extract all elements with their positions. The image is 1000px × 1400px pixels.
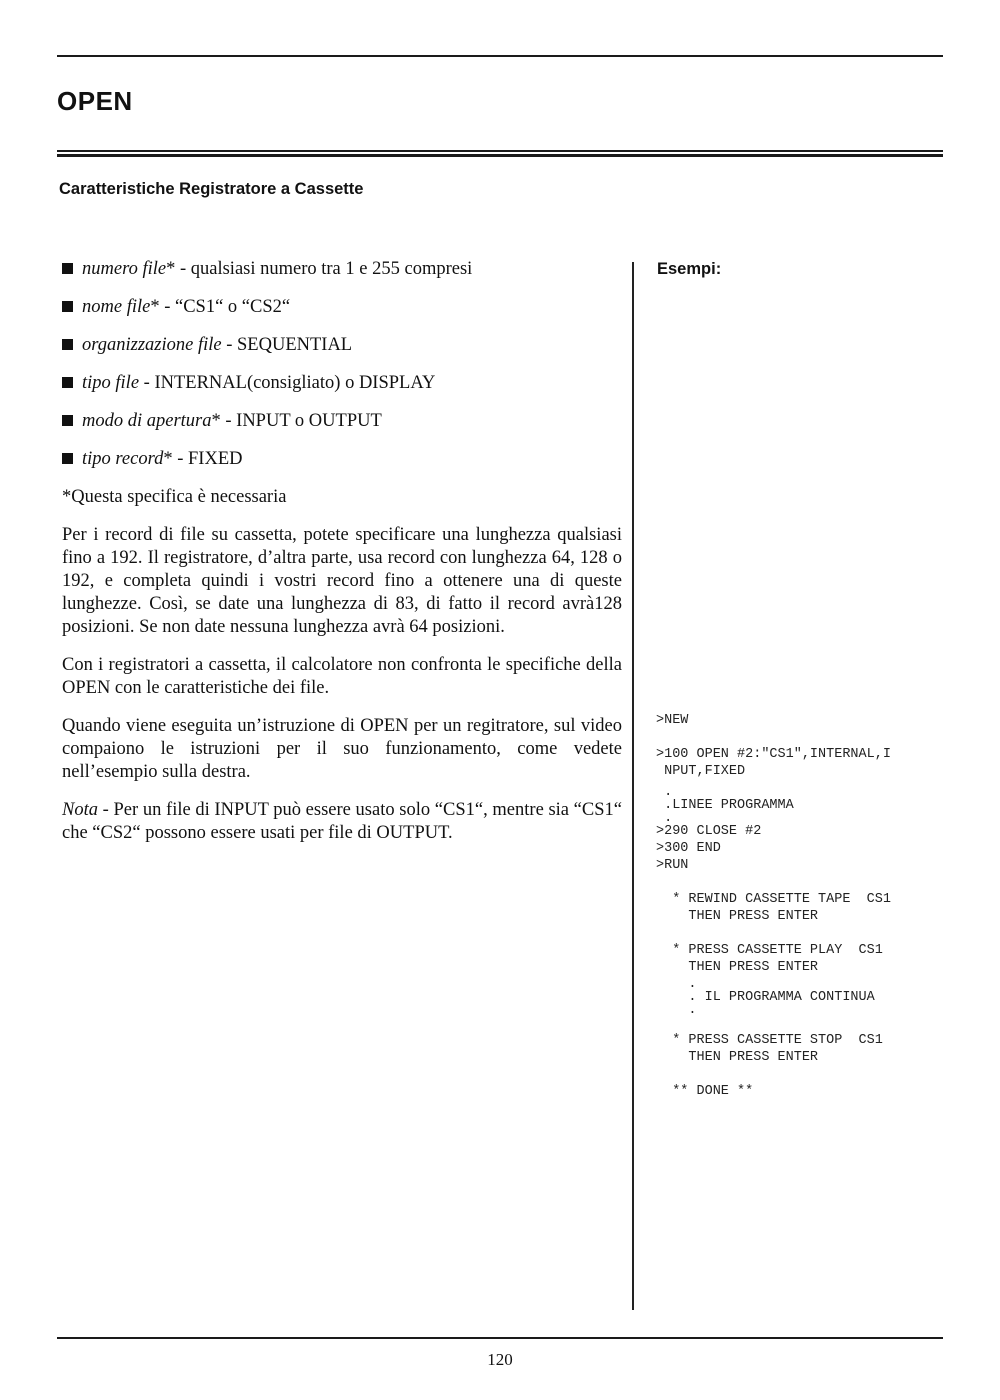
spec-term: nome file xyxy=(82,297,151,317)
bullet-square-icon xyxy=(62,339,73,350)
spec-item xyxy=(62,296,622,319)
column-divider xyxy=(632,262,634,1310)
section-heading: Caratteristiche Registratore a Cassette xyxy=(59,180,364,198)
code-line: . xyxy=(656,785,673,800)
spec-description: * - INPUT o OUTPUT xyxy=(211,411,382,431)
spec-description: - SEQUENTIAL xyxy=(221,335,353,355)
spec-item xyxy=(62,448,622,471)
code-line: * REWIND CASSETTE TAPE CS1 xyxy=(656,892,891,907)
code-spacer xyxy=(656,874,891,891)
code-line: >RUN xyxy=(656,858,689,873)
code-line: * PRESS CASSETTE PLAY CS1 xyxy=(656,943,883,958)
note-paragraph xyxy=(62,799,622,845)
code-line: >290 CLOSE #2 xyxy=(656,824,762,839)
spec-term: numero file xyxy=(82,259,167,279)
spec-description: - INTERNAL(consigliato) o DISPLAY xyxy=(139,373,436,393)
code-line: ** DONE ** xyxy=(656,1084,754,1099)
code-line: NPUT,FIXED xyxy=(656,764,746,779)
spec-term: organizzazione file xyxy=(82,335,222,355)
code-example xyxy=(656,712,891,1100)
spec-item xyxy=(62,372,622,395)
bullet-square-icon xyxy=(62,415,73,426)
code-line: THEN PRESS ENTER xyxy=(656,1050,819,1065)
spec-term: tipo file xyxy=(82,373,140,393)
bullet-square-icon xyxy=(62,453,73,464)
code-spacer xyxy=(656,925,891,942)
spec-term: tipo record xyxy=(82,449,164,469)
paragraph-record-length: Per i record di file su cassetta, potete specificare una lunghezza qualsiasi fino a 192. Il registratore, d’altra parte, usa record con lunghezza 64, 128 o 192, e completa quindi i vostri record fino a ottenere una di queste lunghezze. Così, se date una lunghezza di 83, di fatto il record avrà128 posizioni. Se non date nessuna lunghezza avrà 64 posizioni. xyxy=(62,525,622,637)
code-line: THEN PRESS ENTER xyxy=(656,909,819,924)
footer-rule xyxy=(57,1337,943,1339)
top-rule xyxy=(57,55,943,57)
bullet-square-icon xyxy=(62,263,73,274)
spec-description: * - FIXED xyxy=(163,449,243,469)
code-line: .LINEE PROGRAMMA xyxy=(656,798,794,813)
code-spacer xyxy=(656,1066,891,1083)
code-spacer xyxy=(656,729,891,746)
spec-term: modo di apertura xyxy=(82,411,212,431)
paragraph-open-instructions: Quando viene eseguita un’istruzione di OPEN per un regitratore, sul video compaiono le istruzioni per il suo funzionamento, come vedete nell’esempio sulla destra. xyxy=(62,716,622,782)
note-text: - Per un file di INPUT può essere usato solo “CS1“, mentre sia “CS1“ che “CS2“ possono essere usati per file di OUTPUT. xyxy=(62,800,622,843)
title-double-rule-upper xyxy=(57,150,943,152)
page-title: OPEN xyxy=(57,86,133,116)
note-label: Nota xyxy=(62,800,98,820)
title-double-rule-lower xyxy=(57,154,943,157)
page-number: 120 xyxy=(487,1350,513,1369)
code-line: >100 OPEN #2:"CS1",INTERNAL,I xyxy=(656,747,891,762)
code-line: . IL PROGRAMMA CONTINUA xyxy=(656,990,875,1005)
bullet-square-icon xyxy=(62,377,73,388)
spec-description: * - “CS1“ o “CS2“ xyxy=(150,297,291,317)
examples-heading: Esempi: xyxy=(657,260,722,278)
spec-item xyxy=(62,334,622,357)
required-note: *Questa specifica è necessaria xyxy=(62,487,287,507)
code-line: . xyxy=(656,811,673,826)
code-line: . xyxy=(656,1003,697,1018)
code-line: . xyxy=(656,977,697,992)
spec-item xyxy=(62,410,622,433)
spec-item xyxy=(62,258,622,281)
bullet-square-icon xyxy=(62,301,73,312)
paragraph-open-check: Con i registratori a cassetta, il calcolatore non confronta le specifiche della OPEN con le caratteristiche dei file. xyxy=(62,655,622,698)
spec-description: * - qualsiasi numero tra 1 e 255 compresi xyxy=(166,259,473,279)
code-line: * PRESS CASSETTE STOP CS1 xyxy=(656,1033,883,1048)
code-line: THEN PRESS ENTER xyxy=(656,960,819,975)
main-column xyxy=(62,258,622,860)
code-line: >300 END xyxy=(656,841,721,856)
code-line: >NEW xyxy=(656,713,689,728)
